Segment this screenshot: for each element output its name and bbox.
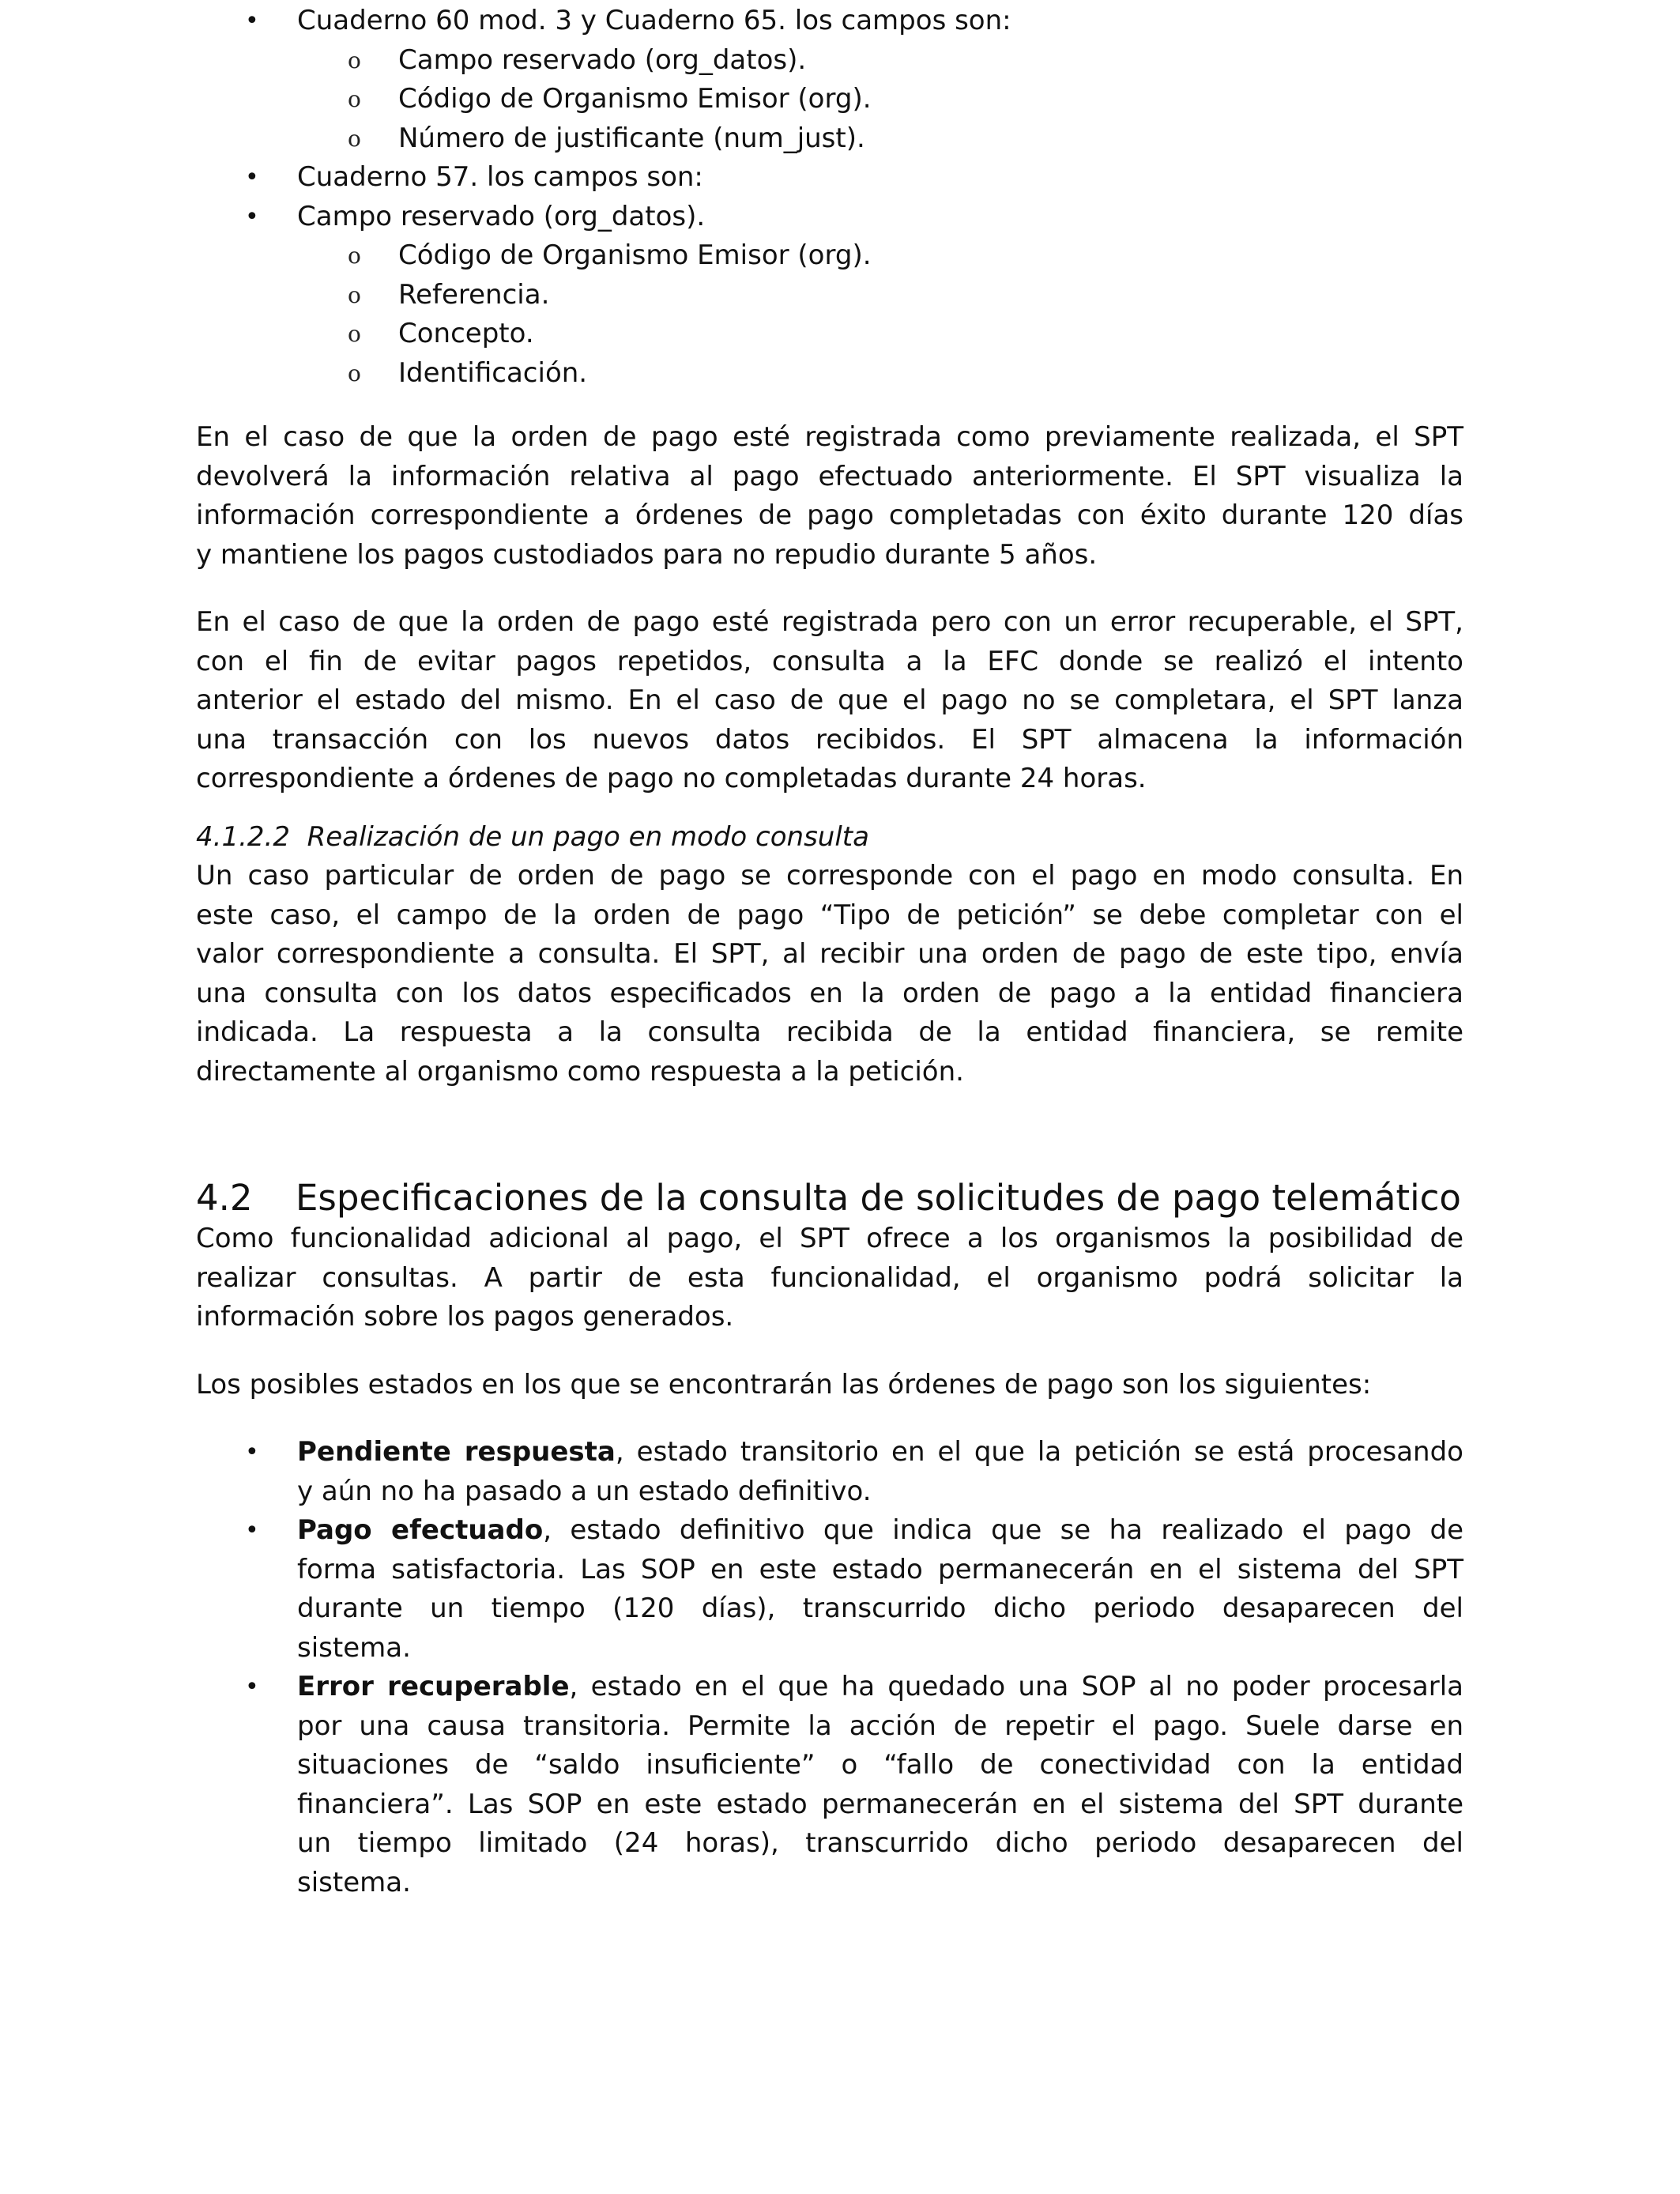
subsection-heading [196,818,1463,858]
subsection-number: 4.1.2.2 [196,820,290,853]
list-item [196,2,1463,41]
paragraph-line: este caso, el campo de la orden de pago “Tipo de petición” se debe completar con el [196,899,1463,931]
subsection-title: Realización de un pago en modo consulta [307,820,869,853]
paragraph-line: información correspondiente a órdenes de pago completadas con éxito durante 120 días [196,499,1463,531]
paragraph-line: un tiempo limitado (24 horas), transcurrido dicho periodo desaparecen del [297,1827,1463,1859]
paragraph-line: devolverá la información relativa al pago efectuado anteriormente. El SPT visualiza la [196,460,1463,492]
sub-list-item-text: Código de Organismo Emisor (org). [398,83,872,115]
paragraph-line: Un caso particular de orden de pago se corresponde con el pago en modo consulta. En [196,860,1463,892]
paragraph-line: una consulta con los datos especificados en la orden de pago a la entidad financiera [196,977,1463,1009]
paragraph-line: situaciones de “saldo insuficiente” o “fallo de conectividad con la entidad [297,1749,1463,1781]
paragraph-line: Los posibles estados en los que se encontrarán las órdenes de pago son los siguientes: [196,1368,1372,1400]
paragraph-line: correspondiente a órdenes de pago no completadas durante 24 horas. [196,763,1147,794]
paragraph [196,857,1463,1091]
sub-list-item-text: Campo reservado (org_datos). [398,43,807,76]
paragraph-line: durante un tiempo (120 días), transcurrido dicho periodo desaparecen del [297,1593,1463,1624]
sub-list-item-text: Referencia. [398,278,550,311]
sub-list-item [196,80,1463,119]
states-list [196,1433,1463,1902]
circle-bullet-icon: o [348,281,361,308]
paragraph-line: con el fin de evitar pagos repetidos, consulta a la EFC donde se realizó el intento [196,645,1463,677]
circle-bullet-icon: o [348,47,361,74]
bullet-icon: • [245,202,259,231]
bullet-icon: • [245,1673,259,1701]
section-number: 4.2 [196,1177,253,1219]
paragraph-line: anterior el estado del mismo. En el caso de que el pago no se completara, el SPT lanza [196,684,1463,716]
paragraph-line: realizar consultas. A partir de esta funcionalidad, el organismo podrá solicitar la [196,1261,1463,1294]
list-item [196,158,1463,198]
paragraph-line: sistema. [297,1866,411,1898]
paragraph-line: forma satisfactoria. Las SOP en este estado permanecerán en el sistema del SPT [297,1553,1463,1585]
state-term: Pago efectuado [297,1514,544,1546]
state-text: , estado definitivo que indica que se ha realizado el pago de [543,1514,1463,1546]
list-item-text: Cuaderno 60 mod. 3 y Cuaderno 65. los campos son: [297,5,1011,36]
paragraph-line [297,1433,1463,1472]
circle-bullet-icon: o [348,321,361,347]
state-text: , estado en el que ha quedado una SOP al no poder procesarla [569,1671,1463,1702]
sub-list-item [196,276,1463,315]
circle-bullet-icon: o [348,243,361,269]
bullet-icon: • [245,1438,259,1466]
paragraph-line [297,1511,1463,1551]
paragraph-line: y aún no ha pasado a un estado definitivo. [297,1475,872,1507]
paragraph-line: sistema. [297,1631,411,1664]
sub-list-item [196,119,1463,159]
paragraph-line: y mantiene los pagos custodiados para no repudio durante 5 años. [196,538,1098,571]
state-text: , estado transitorio en el que la petición se está procesando [615,1436,1463,1468]
sub-list-item [196,354,1463,394]
sub-list-item-text: Número de justificante (num_just). [398,122,865,154]
list-item-text: Campo reservado (org_datos). [297,200,706,232]
paragraph-line: Como funcionalidad adicional al pago, el SPT ofrece a los organismos la posibilidad de [196,1223,1463,1254]
state-term: Error recuperable [297,1671,570,1702]
paragraph-line: información sobre los pagos generados. [196,1301,734,1333]
list-item [196,1668,1463,1902]
paragraph-line: En el caso de que la orden de pago esté registrada pero con un error recuperable, el SPT, [196,606,1463,638]
paragraph-line: valor correspondiente a consulta. El SPT, al recibir una orden de pago de este tipo, envía [196,938,1463,970]
sub-list-item [196,315,1463,354]
circle-bullet-icon: o [348,125,361,152]
sub-list-item [196,236,1463,276]
paragraph-line [297,1668,1463,1707]
paragraph-line: indicada. La respuesta a la consulta recibida de la entidad financiera, se remite [196,1016,1463,1048]
paragraph [196,603,1463,799]
circle-bullet-icon: o [348,360,361,386]
state-term: Pendiente respuesta [297,1436,616,1468]
sub-list-item-text: Identificación. [398,356,588,389]
bullet-icon: • [245,1517,259,1544]
sub-list-item-text: Concepto. [398,318,534,349]
bullet-icon: • [245,164,259,191]
paragraph-line: directamente al organismo como respuesta a la petición. [196,1055,964,1088]
paragraph [196,418,1463,575]
bullet-icon: • [245,7,259,35]
sub-list-item-text: Código de Organismo Emisor (org). [398,239,872,271]
paragraph-line: una transacción con los nuevos datos recibidos. El SPT almacena la información [196,723,1463,756]
paragraph-line: financiera”. Las SOP en este estado permanecerán en el sistema del SPT durante [297,1788,1463,1820]
top-list [196,2,1463,393]
section-title: Especificaciones de la consulta de solicitudes de pago telemático [296,1177,1461,1219]
circle-bullet-icon: o [348,86,361,112]
list-item [196,1433,1463,1511]
list-item [196,1511,1463,1668]
paragraph [196,1220,1463,1337]
sub-list-item [196,41,1463,81]
document-page [196,0,1463,1902]
list-item-text: Cuaderno 57. los campos son: [297,161,703,193]
section-heading [196,1175,1463,1221]
paragraph-line: En el caso de que la orden de pago esté registrada como previamente realizada, el SPT [196,421,1463,453]
paragraph [196,1366,1463,1405]
paragraph-line: por una causa transitoria. Permite la acción de repetir el pago. Suele darse en [297,1710,1463,1742]
list-item [196,198,1463,237]
